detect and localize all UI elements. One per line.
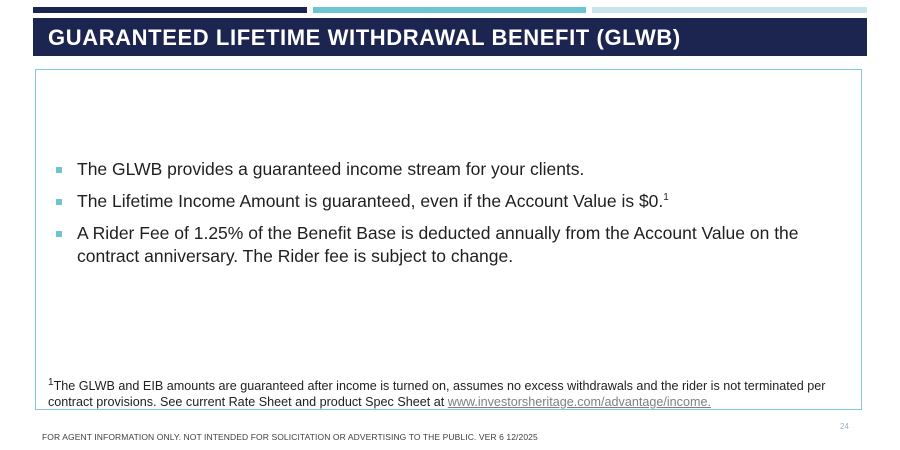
footnote-text: The GLWB and EIB amounts are guaranteed after income is turned on, assumes no excess withdrawals and the rider is not terminated per contract provisions. See current Rate Sheet and product Spec Sheet at (48, 379, 826, 409)
square-bullet-icon (56, 199, 62, 205)
income-page-link[interactable]: www.investorsheritage.com/advantage/income. (447, 395, 711, 409)
square-bullet-icon (56, 167, 62, 173)
bullet-item (50, 190, 840, 213)
page-number: 24 (840, 422, 849, 431)
bullet-text: A Rider Fee of 1.25% of the Benefit Base is deducted annually from the Account Value on the contract anniversary. The Rider fee is subject to change. (77, 223, 799, 266)
footnote-marker: 1 (48, 376, 54, 388)
bullet-list (50, 158, 840, 277)
top-accent-bar-teal (313, 7, 586, 13)
bullet-text: The Lifetime Income Amount is guaranteed, even if the Account Value is $0. (77, 191, 664, 211)
bullet-text: The GLWB provides a guaranteed income stream for your clients. (77, 159, 585, 179)
bullet-item (50, 222, 840, 268)
slide-title: GUARANTEED LIFETIME WITHDRAWAL BENEFIT (GLWB) (48, 25, 681, 50)
top-accent-bar-navy (33, 7, 307, 13)
disclaimer: FOR AGENT INFORMATION ONLY. NOT INTENDED FOR SOLICITATION OR ADVERTISING TO THE PUBLIC. VER 6 12/2025 (42, 432, 538, 442)
title-band (33, 18, 867, 56)
top-accent-bar-light (592, 7, 867, 13)
square-bullet-icon (56, 231, 62, 237)
footnote (48, 378, 848, 410)
footnote-reference: 1 (663, 192, 669, 204)
bullet-item (50, 158, 840, 181)
